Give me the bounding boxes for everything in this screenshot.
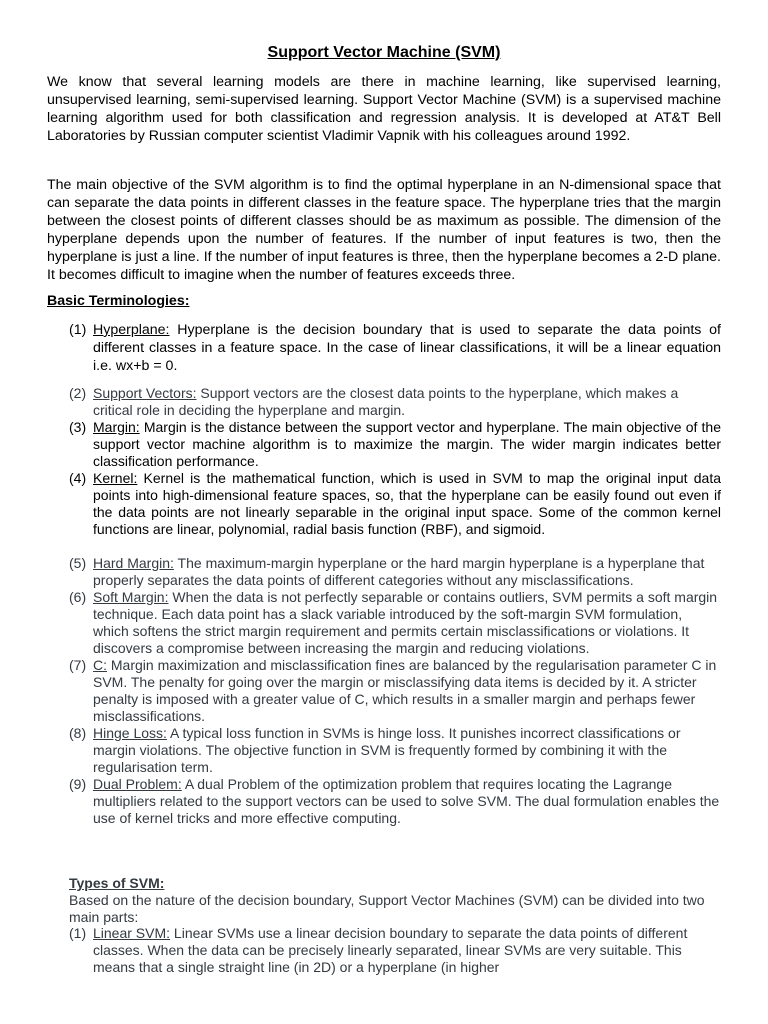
term-text: The maximum-margin hyperplane or the hard margin hyperplane is a hyperplane that properly separates the data points of different categories without any misclassifications.	[93, 555, 705, 588]
term-text: Margin maximization and misclassification fines are balanced by the regularisation parameter C in SVM. The penalty for going over the margin or misclassifying data items is decided by it. A stricter penalty is imposed with a greater value of C, which results in a smaller margin and perhaps fewer misclassifications.	[93, 657, 717, 724]
list-item	[47, 321, 721, 375]
term-text: Hyperplane is the decision boundary that is used to separate the data points of different classes in a feature space. In the case of linear classifications, it will be a linear equation i.e. wx+b = 0.	[93, 322, 721, 374]
term-label: Support Vectors:	[93, 385, 197, 401]
term-label: C:	[93, 657, 107, 673]
term-text: A dual Problem of the optimization problem that requires locating the Lagrange multipliers related to the support vectors can be used to solve SVM. The dual formulation enables the use of kernel tricks and more effective computing.	[93, 776, 720, 826]
item-number: (1)	[69, 322, 87, 338]
term-label: Kernel:	[93, 470, 138, 486]
list-item	[47, 725, 721, 776]
objective-paragraph: The main objective of the SVM algorithm is to find the optimal hyperplane in an N-dimensional space that can separate the data points in different classes in the feature space. The hyperplane tries that the margin between the closest points of different classes should be as maximum as possible. The dimension of the hyperplane depends upon the number of features. If the number of input features is two, then the hyperplane is just a line. If the number of input features is three, then the hyperplane becomes a 2-D plane. It becomes difficult to imagine when the number of features exceeds three.	[47, 177, 721, 283]
list-item	[47, 776, 721, 827]
item-number: (9)	[69, 776, 87, 792]
item-number: (8)	[69, 725, 87, 741]
list-item	[47, 589, 721, 657]
terminology-list-part-2	[47, 385, 721, 538]
types-intro: Based on the nature of the decision boundary, Support Vector Machines (SVM) can be divided into two main parts:	[69, 892, 705, 925]
term-text: Linear SVMs use a linear decision boundary to separate the data points of different classes. When the data can be precisely linearly separated, linear SVMs are very suitable. This means that a single straight line (in 2D) or a hyperplane (in higher	[93, 925, 688, 975]
term-text: Margin is the distance between the support vector and hyperplane. The main objective of the support vector machine algorithm is to maximize the margin. The wider margin indicates better classification performance.	[93, 419, 721, 469]
item-number: (2)	[69, 385, 87, 401]
term-label: Margin:	[93, 419, 140, 435]
item-number: (1)	[69, 925, 87, 941]
item-number: (3)	[69, 419, 87, 435]
list-item	[47, 385, 721, 419]
terminology-list-part-3	[47, 555, 721, 827]
terminology-heading: Basic Terminologies:	[47, 293, 190, 309]
types-list	[47, 925, 721, 976]
terminology-list-part-1	[47, 321, 721, 375]
item-number: (4)	[69, 470, 87, 486]
intro-paragraph: We know that several learning models are there in machine learning, like supervised learning, unsupervised learning, semi-supervised learning. Support Vector Machine (SVM) is a supervised machine learning algorithm used for both classification and regression analysis. It is developed at AT&T Bell Laboratories by Russian computer scientist Vladimir Vapnik with his colleagues around 1992.	[47, 74, 721, 144]
term-text: A typical loss function in SVMs is hinge loss. It punishes incorrect classifications or margin violations. The objective function in SVM is frequently formed by combining it with the regularisation term.	[93, 725, 681, 775]
page-title: Support Vector Machine (SVM)	[267, 44, 501, 61]
item-number: (7)	[69, 657, 87, 673]
term-label: Soft Margin:	[93, 589, 169, 605]
item-number: (5)	[69, 555, 87, 571]
term-label: Dual Problem:	[93, 776, 182, 792]
list-item	[47, 657, 721, 725]
term-label: Hyperplane:	[93, 322, 170, 338]
item-number: (6)	[69, 589, 87, 605]
types-heading: Types of SVM:	[69, 875, 165, 891]
term-label: Hinge Loss:	[93, 725, 167, 741]
term-text: Support vectors are the closest data points to the hyperplane, which makes a critical role in deciding the hyperplane and margin.	[93, 385, 679, 418]
list-item	[47, 555, 721, 589]
list-item	[47, 470, 721, 538]
term-label: Linear SVM:	[93, 925, 171, 941]
term-label: Hard Margin:	[93, 555, 174, 571]
term-text: Kernel is the mathematical function, which is used in SVM to map the original input data points into high-dimensional feature spaces, so, that the hyperplane can be easily found out even if the data points are not linearly separable in the original input space. Some of the common kernel functions are linear, polynomial, radial basis function (RBF), and sigmoid.	[93, 470, 721, 537]
term-text: When the data is not perfectly separable or contains outliers, SVM permits a soft margin technique. Each data point has a slack variable introduced by the soft-margin SVM formulation, which softens the strict margin requirement and permits certain misclassifications or violations. It discovers a compromise between increasing the margin and reducing violations.	[93, 589, 718, 656]
list-item	[47, 419, 721, 470]
list-item	[47, 925, 721, 976]
